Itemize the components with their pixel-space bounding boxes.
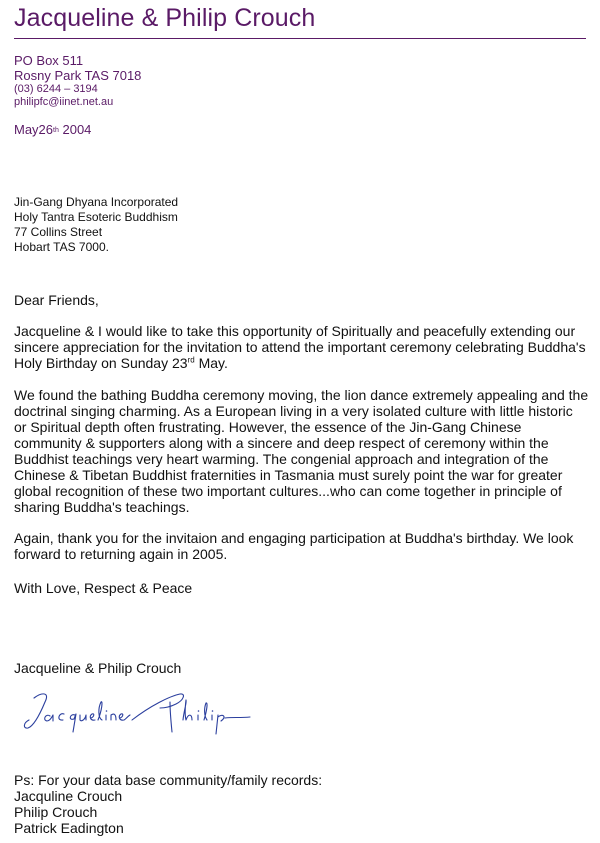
paragraph-ceremony: We found the bathing Buddha ceremony moving, the lion dance extremely appealing and the doctrinal singing charming. As a European living in a very isolated culture with little historic or Spiritual depth often frustrating. However, the essence of the Jin-Gang Chinese community & supporters along with a sincere and deep respect of ceremony within the Buddhist teachings very heart warming. The congenial approach and integration of the Chinese & Tibetan Buddhist fraternities in Tasmania must surely point the war for greater global recognition of these two important cultures...who can come together in principle of sharing Buddha's teachings.: [14, 387, 589, 515]
ps-section: [14, 772, 322, 836]
salutation: Dear Friends,: [14, 292, 99, 308]
letterhead-divider: [14, 38, 586, 39]
signoff-name: Jacqueline & Philip Crouch: [14, 660, 182, 676]
date-year: 2004: [58, 122, 92, 137]
sender-phone: (03) 6244 – 3194: [14, 83, 98, 95]
paragraph-appreciation: [14, 323, 589, 371]
recipient-line: Hobart TAS 7000.: [14, 240, 109, 254]
sender-suburb: Rosny Park TAS 7018: [14, 68, 142, 83]
ps-name: Patrick Eadington: [14, 820, 124, 836]
recipient-line: 77 Collins Street: [14, 225, 103, 239]
sender-email: philipfc@iinet.net.au: [14, 96, 114, 108]
paragraph-appreciation-tail: May.: [194, 355, 228, 371]
ps-name: Jacquline Crouch: [14, 788, 123, 804]
ps-heading: Ps: For your data base community/family records:: [14, 772, 323, 788]
letterhead-name: Jacqueline & Philip Crouch: [14, 4, 316, 32]
handwritten-signature: [20, 686, 265, 738]
paragraph-appreciation-text: Jacqueline & I would like to take this opportunity of Spiritually and peacefully extending our sincere appreciation for the invitation to attend the important ceremony celebrating Buddha's Holy Birthday on Sunday 23: [14, 323, 586, 371]
date-ordinal: rd: [187, 355, 195, 365]
closing-line: With Love, Respect & Peace: [14, 580, 193, 596]
ps-name: Philip Crouch: [14, 804, 98, 820]
sender-po-box: PO Box 511: [14, 53, 84, 68]
recipient-line: Holy Tantra Esoteric Buddhism: [14, 210, 178, 224]
paragraph-thanks: Again, thank you for the invitaion and engaging participation at Buddha's birthday. We look forward to returning again in 2005.: [14, 530, 574, 562]
date-suffix: th: [53, 127, 59, 134]
recipient-address: [14, 195, 178, 255]
sender-address: [14, 53, 141, 109]
date-month-day: May26: [14, 122, 54, 137]
letter-date: [14, 122, 91, 137]
recipient-line: Jin-Gang Dhyana Incorporated: [14, 195, 179, 209]
